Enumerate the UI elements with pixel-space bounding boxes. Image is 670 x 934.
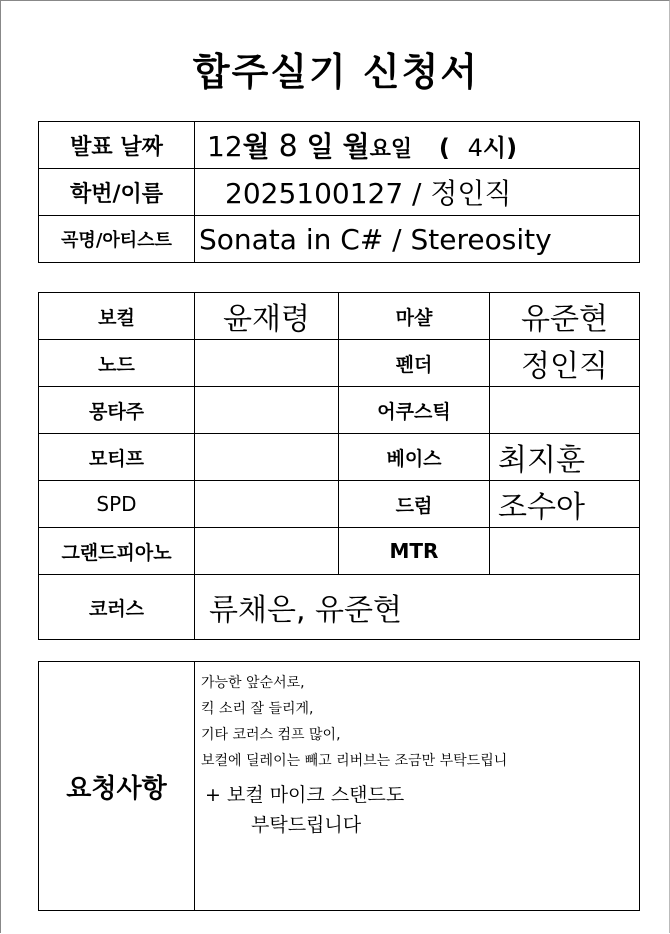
request-extra-line1: + 보컬 마이크 스탠드도 bbox=[205, 784, 405, 806]
role-label-vocal: 보컬 bbox=[39, 293, 195, 340]
date-day-unit: 일 bbox=[306, 130, 334, 163]
date-weekday-unit: 요일 bbox=[369, 137, 413, 162]
role-label-bass: 베이스 bbox=[339, 434, 490, 481]
role-name-fender[interactable]: 정인직 bbox=[490, 340, 640, 387]
role-name-acoustic[interactable] bbox=[490, 387, 640, 434]
request-extra-line2: 부탁드립니다 bbox=[251, 814, 362, 836]
id-label: 학번/이름 bbox=[39, 169, 195, 216]
role-name-motif[interactable] bbox=[195, 434, 339, 481]
role-label-marshall: 마샬 bbox=[339, 293, 490, 340]
time-open: ( bbox=[438, 134, 450, 162]
requests-box[interactable] bbox=[195, 662, 640, 911]
date-day: 8 bbox=[278, 129, 298, 164]
request-line: 가능한 앞순서로, bbox=[201, 675, 305, 691]
request-line: 기타 코러스 컴프 많이, bbox=[201, 727, 341, 743]
role-row bbox=[39, 293, 640, 340]
role-row bbox=[39, 434, 640, 481]
id-row bbox=[39, 169, 640, 216]
role-name-drum[interactable]: 조수아 bbox=[490, 481, 640, 528]
song-row bbox=[39, 216, 640, 263]
date-value[interactable] bbox=[195, 122, 640, 169]
requests-row bbox=[39, 662, 640, 911]
role-row bbox=[39, 340, 640, 387]
date-weekday: 월 bbox=[342, 130, 370, 163]
role-name-spd[interactable] bbox=[195, 481, 339, 528]
date-row bbox=[39, 122, 640, 169]
request-line: 보컬에 딜레이는 빼고 리버브는 조금만 부탁드립니 bbox=[201, 753, 508, 769]
role-row bbox=[39, 481, 640, 528]
roles-table bbox=[38, 292, 640, 640]
role-label-drum: 드럼 bbox=[339, 481, 490, 528]
requests-label: 요청사항 bbox=[39, 662, 195, 911]
role-label-montage: 몽타주 bbox=[39, 387, 195, 434]
role-name-bass[interactable]: 최지훈 bbox=[490, 434, 640, 481]
role-name-mtr[interactable] bbox=[490, 528, 640, 575]
time-unit: 시) bbox=[482, 134, 518, 162]
role-label-grand-piano: 그랜드피아노 bbox=[39, 528, 195, 575]
request-line: 킥 소리 잘 들리게, bbox=[201, 701, 314, 717]
role-label-fender: 펜더 bbox=[339, 340, 490, 387]
chorus-row bbox=[39, 575, 640, 640]
role-name-nord[interactable] bbox=[195, 340, 339, 387]
id-value[interactable]: 2025100127 / 정인직 bbox=[195, 169, 640, 216]
requests-table bbox=[38, 661, 640, 911]
role-row bbox=[39, 528, 640, 575]
role-label-motif: 모티프 bbox=[39, 434, 195, 481]
time-hour: 4 bbox=[467, 134, 483, 162]
date-month-unit: 월 bbox=[242, 130, 270, 163]
role-name-marshall[interactable]: 유준현 bbox=[490, 293, 640, 340]
role-name-montage[interactable] bbox=[195, 387, 339, 434]
chorus-value[interactable]: 류채은, 유준현 bbox=[195, 575, 640, 640]
song-value[interactable]: Sonata in C# / Stereosity bbox=[195, 216, 640, 263]
date-label: 발표 날짜 bbox=[39, 122, 195, 169]
form-title: 합주실기 신청서 bbox=[192, 50, 480, 94]
date-month: 12 bbox=[207, 130, 243, 163]
role-label-mtr: MTR bbox=[339, 528, 490, 575]
role-name-grand-piano[interactable] bbox=[195, 528, 339, 575]
role-row bbox=[39, 387, 640, 434]
role-label-spd: SPD bbox=[39, 481, 195, 528]
info-table bbox=[38, 121, 640, 263]
role-label-acoustic: 어쿠스틱 bbox=[339, 387, 490, 434]
chorus-label: 코러스 bbox=[39, 575, 195, 640]
role-label-nord: 노드 bbox=[39, 340, 195, 387]
song-label: 곡명/아티스트 bbox=[39, 216, 195, 263]
role-name-vocal[interactable]: 윤재령 bbox=[195, 293, 339, 340]
